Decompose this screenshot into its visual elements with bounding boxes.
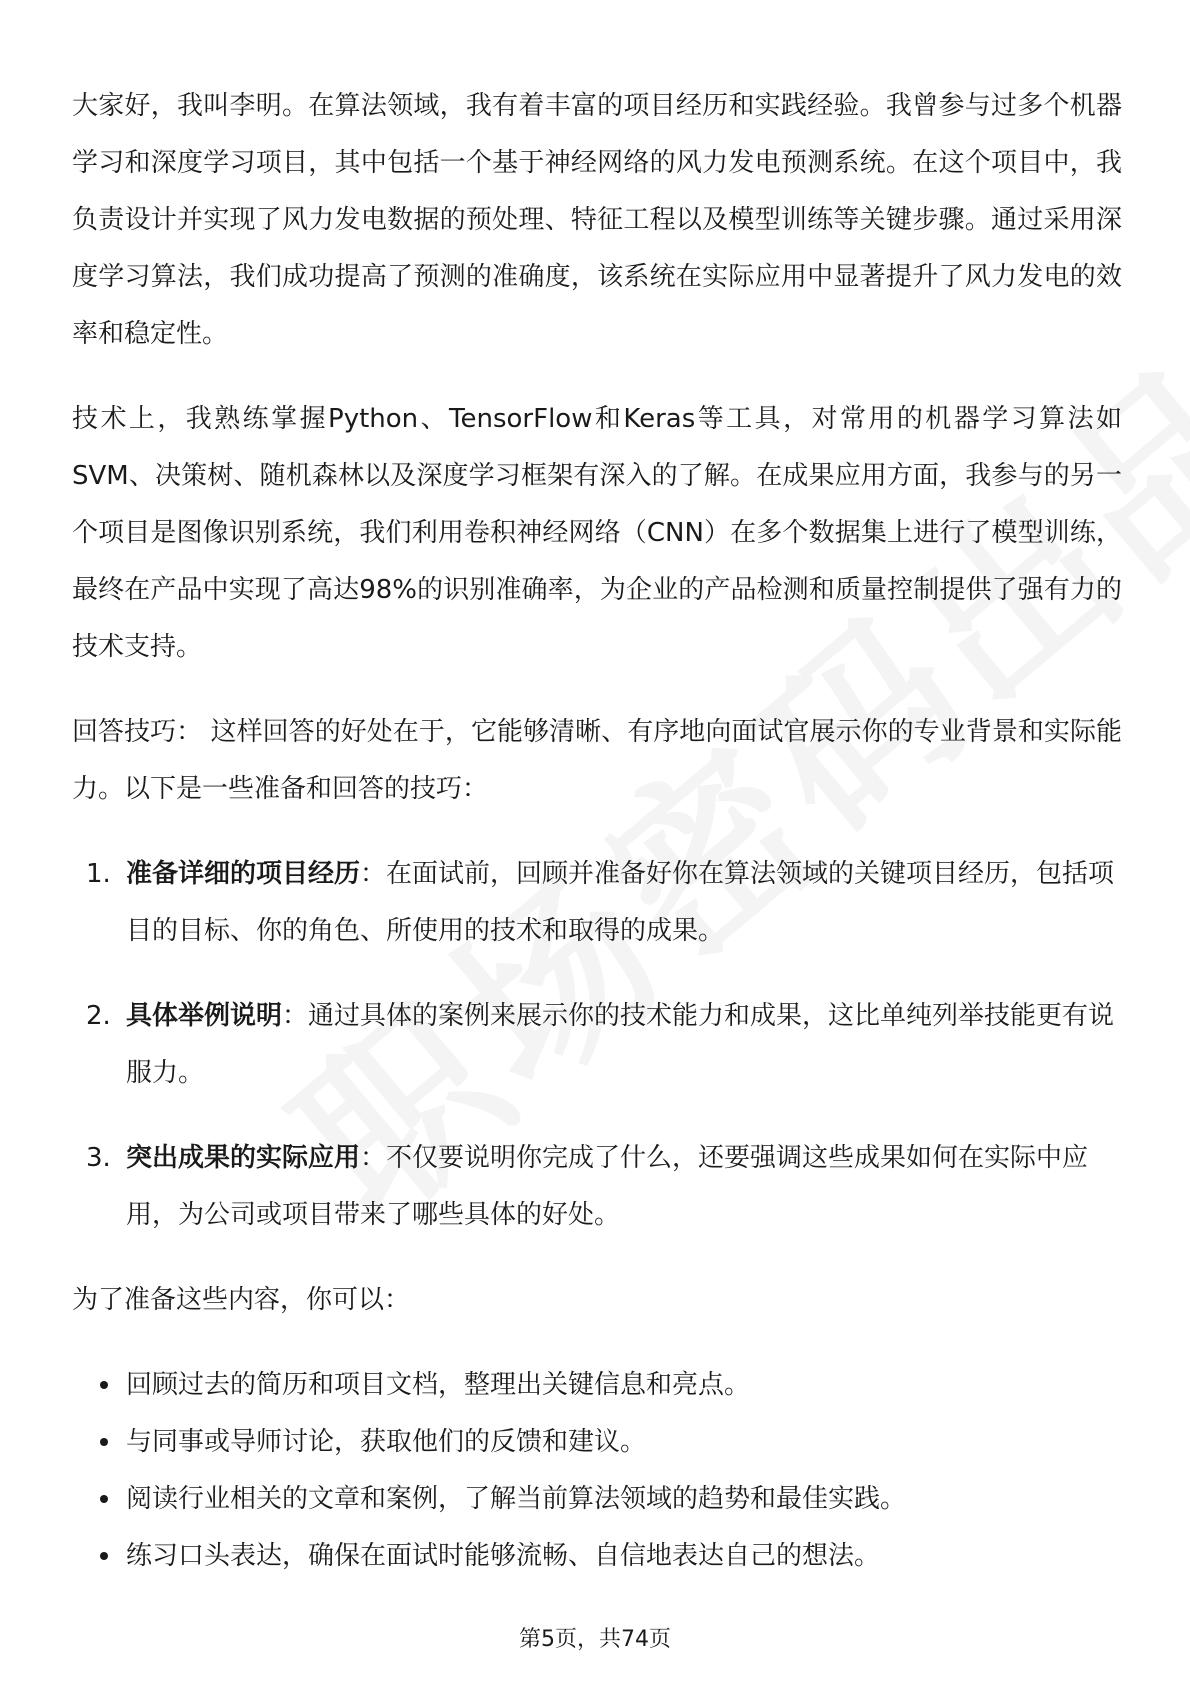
list-item-text: ：通过具体的案例来展示你的技术能力和成果，这比单纯列举技能更有说服力。 [126, 1001, 1115, 1088]
prepare-paragraph: 为了准备这些内容，你可以： [72, 1285, 411, 1315]
bullet-text: 练习口头表达，确保在面试时能够流畅、自信地表达自己的想法。 [126, 1541, 881, 1571]
bullet-list-item [72, 1471, 1122, 1528]
intro-paragraph: 大家好，我叫李明。在算法领域，我有着丰富的项目经历和实践经验。我曾参与过多个机器学习和深度学习项目，其中包括一个基于神经网络的风力发电预测系统。在这个项目中，我负责设计并实现了风力发电数据的预处理、特征工程以及模型训练等关键步骤。通过采用深度学习算法，我们成功提高了预测的准确度，该系统在实际应用中显著提升了风力发电的效率和稳定性。 [72, 91, 1122, 349]
list-item-title: 突出成果的实际应用 [126, 1143, 361, 1173]
bullet-dot-icon [100, 1438, 108, 1446]
bullet-text: 与同事或导师讨论，获取他们的反馈和建议。 [126, 1427, 647, 1457]
tips-paragraph: 回答技巧： 这样回答的好处在于，它能够清晰、有序地向面试官展示你的专业背景和实际能力。以下是一些准备和回答的技巧： [72, 717, 1122, 804]
numbered-list-item [72, 1130, 1122, 1244]
list-number: 1. [86, 859, 111, 889]
tech-paragraph: 技术上，我熟练掌握Python、TensorFlow和Keras等工具，对常用的机器学习算法如SVM、决策树、随机森林以及深度学习框架有深入的了解。在成果应用方面，我参与的另一个项目是图像识别系统，我们利用卷积神经网络（CNN）在多个数据集上进行了模型训练，最终在产品中实现了高达98%的识别准确率，为企业的产品检测和质量控制提供了强有力的技术支持。 [72, 404, 1122, 662]
list-number: 3. [86, 1143, 111, 1173]
bullet-text: 回顾过去的简历和项目文档，整理出关键信息和亮点。 [126, 1370, 751, 1400]
bullet-dot-icon [100, 1552, 108, 1560]
list-number: 2. [86, 1001, 111, 1031]
bullet-list-item [72, 1357, 1122, 1414]
numbered-list [72, 846, 1122, 1244]
bullet-dot-icon [100, 1495, 108, 1503]
document-content [72, 78, 1122, 1585]
numbered-list-item [72, 846, 1122, 960]
list-item-title: 准备详细的项目经历 [126, 859, 361, 889]
bullet-text: 阅读行业相关的文章和案例，了解当前算法领域的趋势和最佳实践。 [126, 1484, 907, 1514]
numbered-list-item [72, 988, 1122, 1102]
list-item-title: 具体举例说明 [126, 1001, 283, 1031]
page-number-footer: 第5页，共74页 [519, 1627, 671, 1652]
list-item-text: ：在面试前，回顾并准备好你在算法领域的关键项目经历，包括项目的目标、你的角色、所使用的技术和取得的成果。 [126, 859, 1115, 946]
list-item-text: ：不仅要说明你完成了什么，还要强调这些成果如何在实际中应用，为公司或项目带来了哪些具体的好处。 [126, 1143, 1089, 1230]
bullet-list-item [72, 1414, 1122, 1471]
bullet-list-item [72, 1528, 1122, 1585]
bullet-dot-icon [100, 1381, 108, 1389]
bullet-list [72, 1357, 1122, 1585]
